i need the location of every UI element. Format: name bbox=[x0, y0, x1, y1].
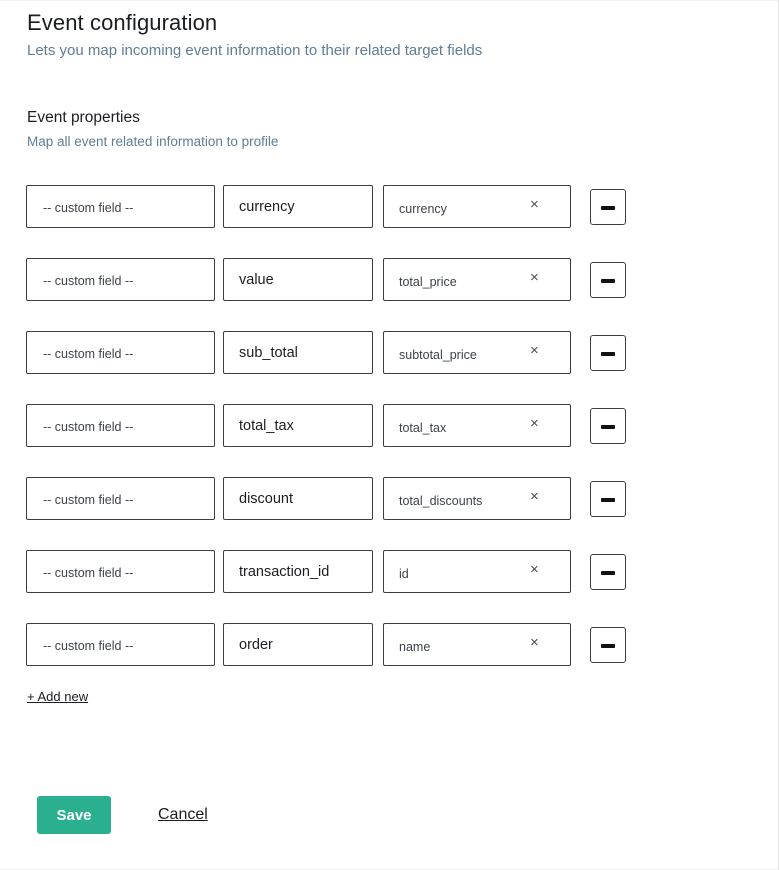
close-icon[interactable]: × bbox=[530, 342, 539, 359]
target-field-value: total_tax bbox=[399, 421, 447, 435]
event-property-value: order bbox=[239, 637, 273, 653]
section-title: Event properties bbox=[27, 109, 140, 126]
target-field-value: id bbox=[399, 567, 409, 581]
remove-row-button[interactable] bbox=[590, 408, 626, 444]
remove-row-button[interactable] bbox=[590, 481, 626, 517]
event-property-field[interactable] bbox=[223, 258, 373, 301]
target-field-value: name bbox=[399, 640, 431, 654]
minus-icon bbox=[601, 571, 615, 575]
close-icon[interactable]: × bbox=[530, 415, 539, 432]
target-field-value: total_discounts bbox=[399, 494, 483, 508]
custom-field-placeholder: -- custom field -- bbox=[43, 639, 134, 653]
target-field-select[interactable] bbox=[383, 550, 571, 593]
custom-field-placeholder: -- custom field -- bbox=[43, 274, 134, 288]
close-icon[interactable]: × bbox=[530, 196, 539, 213]
event-property-value: transaction_id bbox=[239, 564, 330, 580]
event-property-field[interactable] bbox=[223, 550, 373, 593]
custom-field-select[interactable] bbox=[26, 477, 215, 520]
page-title: Event configuration bbox=[27, 10, 218, 35]
event-property-value: discount bbox=[239, 491, 294, 507]
event-property-value: currency bbox=[239, 199, 295, 215]
target-field-value: subtotal_price bbox=[399, 348, 477, 362]
minus-icon bbox=[601, 498, 615, 502]
remove-row-button[interactable] bbox=[590, 554, 626, 590]
target-field-select[interactable] bbox=[383, 331, 571, 374]
minus-icon bbox=[601, 206, 615, 210]
event-property-field[interactable] bbox=[223, 404, 373, 447]
event-property-field[interactable] bbox=[223, 477, 373, 520]
target-field-select[interactable] bbox=[383, 404, 571, 447]
add-new-link[interactable]: + Add new bbox=[27, 689, 89, 704]
target-field-select[interactable] bbox=[383, 258, 571, 301]
minus-icon bbox=[601, 644, 615, 648]
custom-field-select[interactable] bbox=[26, 404, 215, 447]
remove-row-button[interactable] bbox=[590, 627, 626, 663]
target-field-select[interactable] bbox=[383, 477, 571, 520]
remove-row-button[interactable] bbox=[590, 189, 626, 225]
event-property-value: value bbox=[239, 272, 274, 288]
target-field-value: currency bbox=[399, 202, 447, 216]
event-property-field[interactable] bbox=[223, 331, 373, 374]
cancel-button[interactable]: Cancel bbox=[158, 806, 208, 823]
minus-icon bbox=[601, 352, 615, 356]
custom-field-placeholder: -- custom field -- bbox=[43, 420, 134, 434]
close-icon[interactable]: × bbox=[530, 634, 539, 651]
custom-field-select[interactable] bbox=[26, 550, 215, 593]
target-field-select[interactable] bbox=[383, 185, 571, 228]
custom-field-placeholder: -- custom field -- bbox=[43, 347, 134, 361]
custom-field-placeholder: -- custom field -- bbox=[43, 201, 134, 215]
event-property-value: sub_total bbox=[239, 345, 298, 361]
close-icon[interactable]: × bbox=[530, 488, 539, 505]
remove-row-button[interactable] bbox=[590, 262, 626, 298]
target-field-value: total_price bbox=[399, 275, 457, 289]
event-property-field[interactable] bbox=[223, 623, 373, 666]
custom-field-select[interactable] bbox=[26, 258, 215, 301]
custom-field-placeholder: -- custom field -- bbox=[43, 493, 134, 507]
target-field-select[interactable] bbox=[383, 623, 571, 666]
custom-field-placeholder: -- custom field -- bbox=[43, 566, 134, 580]
custom-field-select[interactable] bbox=[26, 331, 215, 374]
minus-icon bbox=[601, 425, 615, 429]
event-property-field[interactable] bbox=[223, 185, 373, 228]
remove-row-button[interactable] bbox=[590, 335, 626, 371]
custom-field-select[interactable] bbox=[26, 623, 215, 666]
save-button[interactable]: Save bbox=[37, 796, 111, 834]
custom-field-select[interactable] bbox=[26, 185, 215, 228]
section-subtitle: Map all event related information to profile bbox=[27, 134, 279, 149]
page-subtitle: Lets you map incoming event information to their related target fields bbox=[27, 42, 483, 59]
minus-icon bbox=[601, 279, 615, 283]
close-icon[interactable]: × bbox=[530, 561, 539, 578]
event-property-value: total_tax bbox=[239, 418, 294, 434]
close-icon[interactable]: × bbox=[530, 269, 539, 286]
